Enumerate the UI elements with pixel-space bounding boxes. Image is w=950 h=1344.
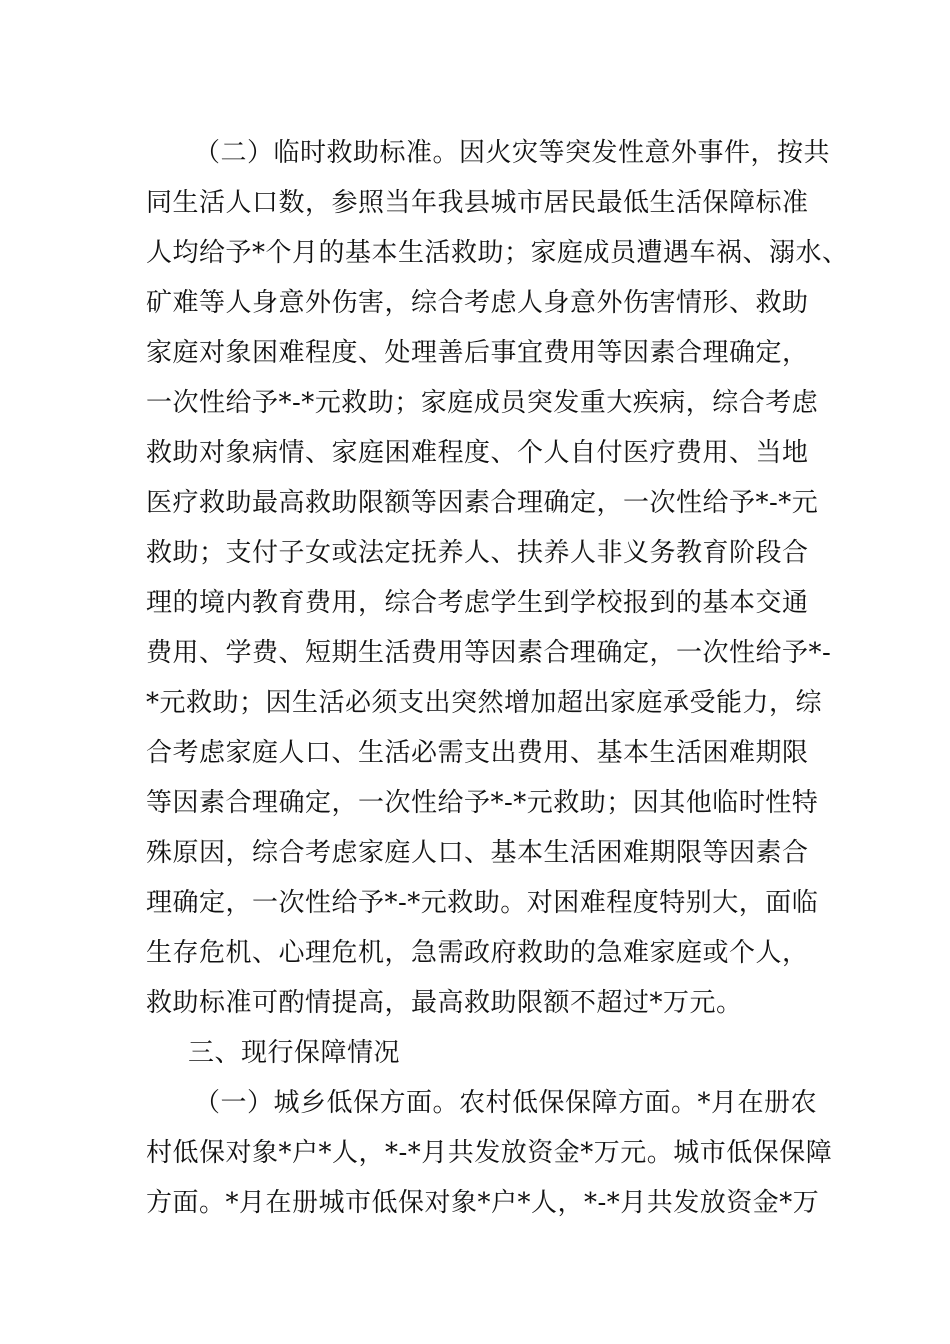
paragraph-urban-rural-dibao-line-3: 方面。*月在册城市低保对象*户*人，*-*月共发放资金*万 xyxy=(146,1188,820,1218)
paragraph-line-18: 救助标准可酌情提高，最高救助限额不超过*万元。 xyxy=(146,988,743,1018)
paragraph-urban-rural-dibao-line-1: （一）城乡低保方面。农村低保保障方面。*月在册农 xyxy=(194,1088,818,1118)
paragraph-line-11: 费用、学费、短期生活费用等因素合理确定，一次性给予*- xyxy=(146,638,832,668)
paragraph-line-6: 一次性给予*-*元救助；家庭成员突发重大疾病，综合考虑 xyxy=(146,388,819,418)
paragraph-line-16: 理确定，一次性给予*-*元救助。对困难程度特别大，面临 xyxy=(146,888,819,918)
section-heading-current-status: 三、现行保障情况 xyxy=(188,1038,401,1068)
paragraph-line-2: 同生活人口数，参照当年我县城市居民最低生活保障标准 xyxy=(146,188,809,218)
paragraph-line-9: 救助；支付子女或法定抚养人、扶养人非义务教育阶段合 xyxy=(146,538,809,568)
paragraph-line-12: *元救助；因生活必须支出突然增加超出家庭承受能力，综 xyxy=(146,688,823,718)
document-body xyxy=(146,128,849,1228)
paragraph-line-10: 理的境内教育费用，综合考虑学生到学校报到的基本交通 xyxy=(146,588,809,618)
paragraph-line-13: 合考虑家庭人口、生活必需支出费用、基本生活困难期限 xyxy=(146,738,809,768)
paragraph-line-5: 家庭对象困难程度、处理善后事宜费用等因素合理确定， xyxy=(146,338,809,368)
paragraph-line-17: 生存危机、心理危机，急需政府救助的急难家庭或个人， xyxy=(146,938,809,968)
paragraph-line-3: 人均给予*个月的基本生活救助；家庭成员遭遇车祸、溺水、 xyxy=(146,238,849,268)
paragraph-line-8: 医疗救助最高救助限额等因素合理确定，一次性给予*-*元 xyxy=(146,488,819,518)
paragraph-line-7: 救助对象病情、家庭困难程度、个人自付医疗费用、当地 xyxy=(146,438,809,468)
paragraph-line-14: 等因素合理确定，一次性给予*-*元救助；因其他临时性特 xyxy=(146,788,819,818)
paragraph-line-4: 矿难等人身意外伤害，综合考虑人身意外伤害情形、救助 xyxy=(146,288,809,318)
paragraph-urban-rural-dibao-line-2: 村低保对象*户*人，*-*月共发放资金*万元。城市低保保障 xyxy=(146,1138,833,1168)
paragraph-temporary-aid-standard-line-1: （二）临时救助标准。因火灾等突发性意外事件，按共 xyxy=(194,138,831,168)
paragraph-line-15: 殊原因，综合考虑家庭人口、基本生活困难期限等因素合 xyxy=(146,838,809,868)
